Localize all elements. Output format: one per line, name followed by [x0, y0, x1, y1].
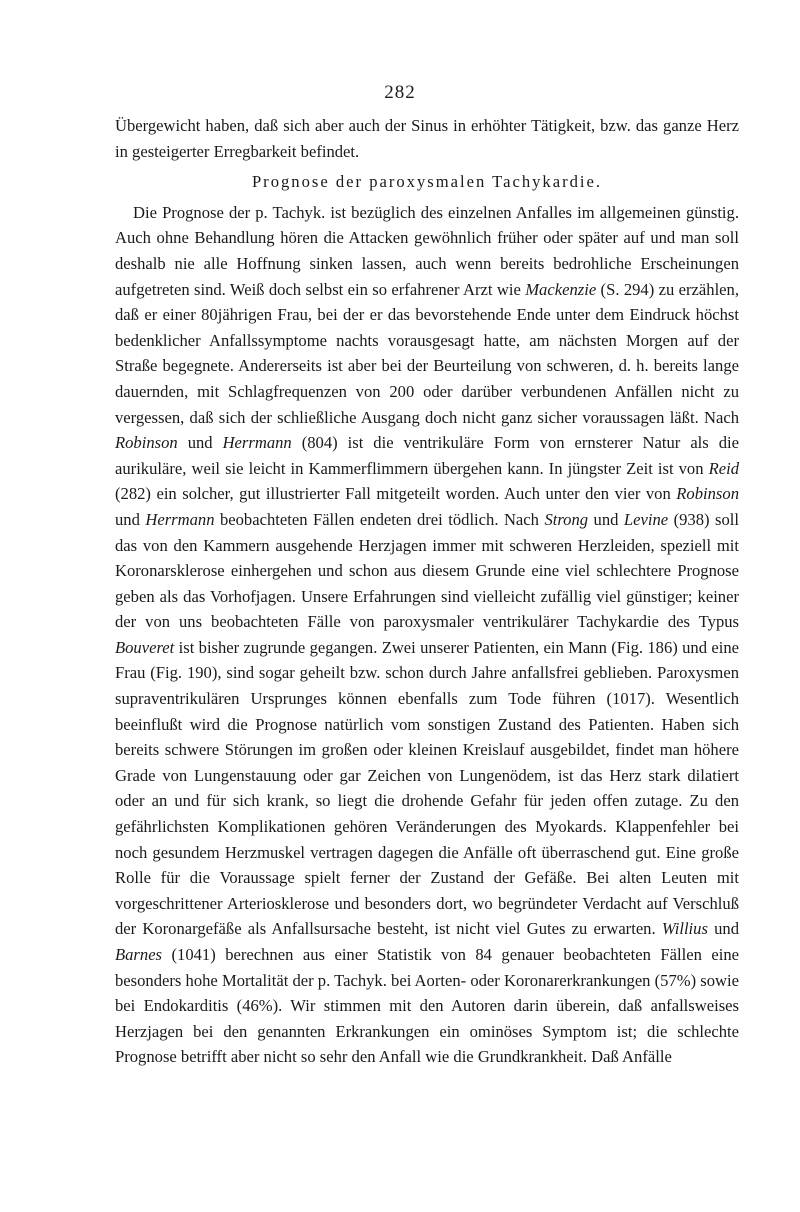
text-span: (804) ist die ventrikuläre Form von ernsterer Natur als die aurikuläre, weil sie leicht in Kammerflimmern übergehen kann. In jüngster Zeit ist von [115, 433, 740, 478]
author-name: Bouveret [115, 637, 175, 657]
text-span: (938) soll das von den Kammern ausgehende Herzjagen immer mit schweren Herzleiden, speziell mit Koronarsklerose einhergehen und schon aus diesem Grunde eine viel schlechtere Prognose geben als das Vorhofjagen. Unsere Erfahrungen sind vielleicht zufällig viel günstiger; keiner der von uns beobachteten Fälle von paroxysmaler ventrikulärer Tachykardie des Typus [115, 509, 739, 632]
text-span: und [115, 509, 146, 529]
text-span: ist bisher zugrunde gegangen. Zwei unserer Patienten, ein Mann (Fig. 186) und eine Frau (Fig. 190), sind sogar geheilt bzw. schon durch Jahre anfallsfrei geblieben. Paroxysmen supraventrikulären Ursprunges können ebenfalls zum Tode führen (1017). Wesentlich beeinflußt wird die Prognose natürlich vom sonstigen Zustand des Patienten. Haben sich bereits schwere Störungen im großen oder kleinen Kreislauf ausgebildet, findet man höhere Grade von Lungenstauung oder gar Zeichen von Lungenödem, ist das Herz stark dilatiert oder an und für sich krank, so liegt die drohende Gefahr für jeden offen zutage. Zu den gefährlichsten Komplikationen gehören Veränderungen des Myokards. Klappenfehler bei noch gesundem Herzmuskel vertragen dagegen die Anfälle oft überraschend gut. Eine große Rolle für die Voraussage spielt ferner der Zustand der Gefäße. Bei alten Leuten mit vorgeschrittener Arteriosklerose und besonders dort, wo begründeter Verdacht auf Verschluß der Koronargefäße als Anfallsursache besteht, ist nicht viel Gutes zu erwarten. [115, 637, 739, 939]
text-span: (S. 294) zu erzählen, daß er einer 80jährigen Frau, bei der er das bevorstehende Ende unter dem Eindruck höchst bedenklicher Anfallssymptome nachts vorausgesagt hatte, am nächsten Morgen auf der Straße begegnete. Andererseits ist aber bei der Beurteilung von schweren, d. h. bereits lange dauernden, mit Schlagfrequenzen von 200 oder darüber verbundenen Anfällen nicht zu vergessen, daß sich der schließliche Ausgang doch nicht ganz sicher voraussagen läßt. Nach [115, 279, 739, 427]
text-span: beobachteten Fällen endeten drei tödlich. Nach [214, 509, 545, 529]
author-name: Willius [661, 919, 708, 939]
author-name: Herrmann [145, 509, 215, 529]
body-text [115, 113, 739, 1070]
author-name: Mackenzie [525, 279, 597, 299]
author-name: Reid [708, 458, 739, 478]
paragraph-prognosis [115, 200, 739, 1070]
text-span: (1041) berechnen aus einer Statistik von 84 genauer beobachteten Fällen eine besonders hohe Mortalität der p. Tachyk. bei Aorten- oder Koronarerkrankungen (57%) sowie bei Endokarditis (46%). Wir stimmen mit den Autoren darin überein, daß anfallsweises Herzjagen bei den genannten Erkrankungen ein ominöses Symptom ist; die schlechte Prognose betrifft aber nicht so sehr den Anfall wie die Grundkrankheit. Daß Anfälle [115, 945, 739, 1067]
text-span: Die Prognose der p. Tachyk. ist bezüglich des einzelnen Anfalles im allgemeinen günstig. Auch ohne Behandlung hören die Attacken gewöhnlich früher oder später auf und man soll deshalb nie alle Hoffnung sinken lassen, auch wenn bereits bedrohliche Erscheinungen aufgetreten sind. Weiß doch selbst ein so erfahrener Arzt wie [115, 202, 739, 299]
page-number: 282 [384, 82, 416, 103]
text-span: und [588, 509, 624, 529]
author-name: Barnes [115, 945, 163, 964]
text-span: und [177, 433, 223, 453]
author-name: Robinson [115, 433, 178, 453]
author-name: Levine [623, 509, 669, 529]
text-span: (282) ein solcher, gut illustrierter Fall mitgeteilt worden. Auch unter den vier von [115, 484, 677, 504]
author-name: Strong [544, 509, 589, 529]
section-heading: Prognose der paroxysmalen Tachykardie. [251, 172, 603, 192]
text-span: und [707, 919, 739, 939]
paragraph-continuation: Übergewicht haben, daß sich aber auch der Sinus in erhöhter Tätigkeit, bzw. das ganze Herz in gesteigerter Erregbarkeit befindet. [115, 116, 739, 161]
author-name: Herrmann [222, 433, 292, 453]
author-name: Robinson [676, 484, 739, 504]
